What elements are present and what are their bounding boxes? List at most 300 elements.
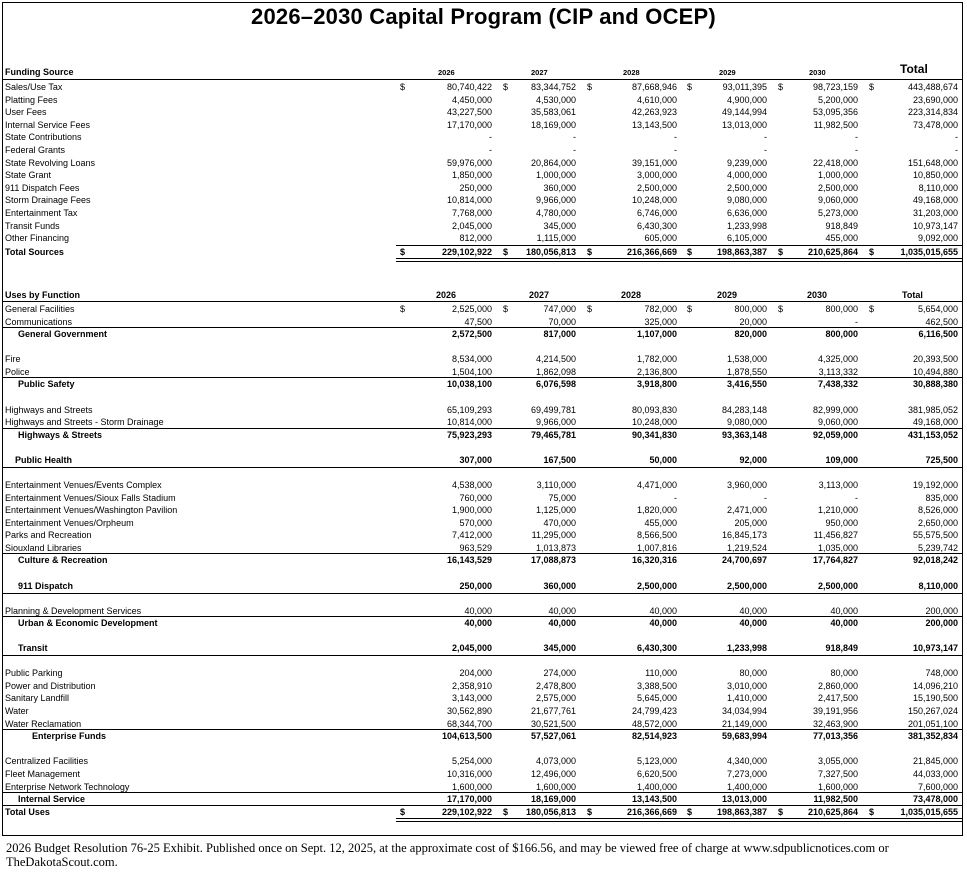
row-label: Entertainment Venues/Orpheum bbox=[5, 518, 134, 528]
table-row bbox=[0, 768, 967, 780]
subtotal-row bbox=[0, 429, 967, 441]
amount-cell: 201,051,100 bbox=[907, 719, 958, 729]
row-label: Sanitary Landfill bbox=[5, 693, 70, 703]
amount-cell: 93,011,395 bbox=[722, 82, 767, 92]
amount-cell: 274,000 bbox=[543, 668, 576, 678]
row-label: Enterprise Funds bbox=[32, 731, 107, 741]
amount-cell: 381,985,052 bbox=[907, 405, 958, 415]
amount-cell: 325,000 bbox=[644, 317, 677, 327]
amount-cell: 2,417,500 bbox=[817, 693, 858, 703]
amount-cell: 7,600,000 bbox=[917, 782, 958, 792]
amount-cell: 80,000 bbox=[739, 668, 767, 678]
currency-symbol: $ bbox=[687, 304, 693, 314]
amount-cell: 40,000 bbox=[830, 606, 858, 616]
table-row bbox=[0, 106, 967, 118]
subtotal-row bbox=[0, 378, 967, 390]
column-header-year: 2030 bbox=[807, 290, 828, 300]
amount-cell: 2,478,800 bbox=[535, 681, 576, 691]
amount-cell: 150,267,024 bbox=[907, 706, 958, 716]
amount-cell: 47,500 bbox=[464, 317, 492, 327]
amount-cell: 18,169,000 bbox=[530, 794, 576, 804]
currency-symbol: $ bbox=[400, 304, 406, 314]
amount-cell: 20,000 bbox=[739, 317, 767, 327]
table-row bbox=[0, 353, 967, 365]
column-header-year: 2029 bbox=[717, 290, 738, 300]
currency-symbol: $ bbox=[869, 247, 875, 257]
amount-cell: 963,529 bbox=[459, 543, 492, 553]
amount-cell: 180,056,813 bbox=[525, 807, 576, 817]
subtotal-row bbox=[0, 617, 967, 629]
amount-cell: 782,000 bbox=[644, 304, 677, 314]
amount-cell: 1,115,000 bbox=[536, 233, 576, 244]
amount-cell: 229,102,922 bbox=[441, 247, 492, 257]
amount-cell: 6,430,300 bbox=[636, 220, 677, 231]
amount-cell: 8,110,000 bbox=[918, 581, 958, 591]
amount-cell: 7,438,332 bbox=[817, 379, 858, 389]
amount-cell: 2,500,000 bbox=[726, 182, 767, 193]
amount-cell: 1,233,998 bbox=[726, 643, 767, 653]
amount-cell: - bbox=[573, 145, 576, 155]
amount-cell: 4,900,000 bbox=[726, 94, 767, 105]
table-row bbox=[0, 194, 967, 206]
amount-cell: 79,465,781 bbox=[530, 430, 576, 440]
amount-cell: 2,500,000 bbox=[636, 182, 677, 193]
amount-cell: 2,358,910 bbox=[451, 681, 492, 691]
amount-cell: 92,059,000 bbox=[812, 430, 858, 440]
amount-cell: 725,500 bbox=[925, 455, 958, 465]
amount-cell: 1,000,000 bbox=[535, 170, 576, 181]
amount-cell: 1,900,000 bbox=[451, 505, 492, 515]
amount-cell: 5,200,000 bbox=[817, 94, 858, 105]
amount-cell: 3,143,000 bbox=[451, 693, 492, 703]
row-label: General Facilities bbox=[5, 304, 75, 314]
amount-cell: 39,151,000 bbox=[631, 157, 677, 168]
table-row bbox=[0, 517, 967, 529]
amount-cell: 210,625,864 bbox=[807, 807, 858, 817]
amount-cell: 2,860,000 bbox=[817, 681, 858, 691]
amount-cell: 93,363,148 bbox=[721, 430, 767, 440]
amount-cell: 14,096,210 bbox=[912, 681, 958, 691]
amount-cell: 1,233,998 bbox=[726, 220, 767, 231]
amount-cell: 55,575,500 bbox=[912, 530, 958, 540]
amount-cell: 1,107,000 bbox=[636, 329, 677, 339]
row-label: Power and Distribution bbox=[5, 681, 96, 691]
amount-cell: - bbox=[855, 317, 858, 327]
row-label: Other Financing bbox=[5, 233, 70, 244]
amount-cell: 570,000 bbox=[459, 518, 492, 528]
amount-cell: 5,645,000 bbox=[636, 693, 677, 703]
row-label: Public Parking bbox=[5, 668, 63, 678]
amount-cell: 918,849 bbox=[825, 220, 858, 231]
row-label: Culture & Recreation bbox=[18, 555, 108, 565]
amount-cell: 2,500,000 bbox=[726, 581, 767, 591]
row-label: Platting Fees bbox=[5, 94, 58, 105]
amount-cell: 35,583,061 bbox=[530, 107, 576, 118]
amount-cell: 360,000 bbox=[543, 581, 576, 591]
amount-cell: 950,000 bbox=[825, 518, 858, 528]
amount-cell: 11,982,500 bbox=[813, 794, 858, 804]
amount-cell: 39,191,956 bbox=[812, 706, 858, 716]
amount-cell: 2,136,800 bbox=[636, 367, 677, 377]
row-label: Internal Service bbox=[18, 794, 86, 804]
currency-symbol: $ bbox=[778, 304, 784, 314]
amount-cell: 4,530,000 bbox=[535, 94, 576, 105]
amount-cell: 8,566,500 bbox=[636, 530, 677, 540]
amount-cell: 204,000 bbox=[459, 668, 492, 678]
amount-cell: 3,000,000 bbox=[636, 170, 677, 181]
amount-cell: 4,073,000 bbox=[535, 756, 576, 766]
amount-cell: 747,000 bbox=[543, 304, 576, 314]
subtotal-row bbox=[0, 454, 967, 466]
amount-cell: - bbox=[674, 145, 677, 155]
amount-cell: 11,295,000 bbox=[531, 530, 576, 540]
amount-cell: 3,388,500 bbox=[636, 681, 677, 691]
table-row bbox=[0, 169, 967, 181]
amount-cell: 20,393,500 bbox=[912, 354, 958, 364]
amount-cell: 167,500 bbox=[543, 455, 576, 465]
amount-cell: 760,000 bbox=[459, 493, 492, 503]
amount-cell: 10,814,000 bbox=[446, 195, 492, 206]
amount-cell: 40,000 bbox=[649, 606, 677, 616]
amount-cell: 40,000 bbox=[739, 618, 767, 628]
amount-cell: 19,192,000 bbox=[912, 480, 958, 490]
amount-cell: 4,214,500 bbox=[535, 354, 576, 364]
amount-cell: 69,499,781 bbox=[530, 405, 576, 415]
amount-cell: 24,799,423 bbox=[631, 706, 677, 716]
amount-cell: 1,400,000 bbox=[636, 782, 677, 792]
column-header-year: 2028 bbox=[621, 290, 642, 300]
amount-cell: 40,000 bbox=[464, 618, 492, 628]
amount-cell: 11,982,500 bbox=[813, 119, 858, 130]
row-label: Internal Service Fees bbox=[5, 119, 91, 130]
amount-cell: 345,000 bbox=[543, 220, 576, 231]
currency-symbol: $ bbox=[503, 304, 509, 314]
amount-cell: 1,013,873 bbox=[535, 543, 576, 553]
amount-cell: 21,677,761 bbox=[530, 706, 576, 716]
amount-cell: 80,093,830 bbox=[631, 405, 677, 415]
amount-cell: 59,976,000 bbox=[446, 157, 492, 168]
row-label: Highways & Streets bbox=[18, 430, 103, 440]
currency-symbol: $ bbox=[687, 82, 693, 92]
amount-cell: 10,316,000 bbox=[446, 769, 492, 779]
row-label: User Fees bbox=[5, 107, 47, 118]
amount-cell: 13,013,000 bbox=[721, 794, 767, 804]
amount-cell: 2,525,000 bbox=[451, 304, 492, 314]
row-label: Entertainment Venues/Sioux Falls Stadium bbox=[5, 493, 176, 503]
amount-cell: 4,000,000 bbox=[726, 170, 767, 181]
amount-cell: - bbox=[855, 145, 858, 155]
amount-cell: 87,668,946 bbox=[631, 82, 677, 92]
table-header-row bbox=[0, 62, 967, 78]
amount-cell: 3,918,800 bbox=[636, 379, 677, 389]
amount-cell: 1,782,000 bbox=[636, 354, 677, 364]
row-label: Total Sources bbox=[5, 247, 64, 257]
subtotal-row bbox=[0, 554, 967, 566]
table-row bbox=[0, 667, 967, 679]
row-label: Parks and Recreation bbox=[5, 530, 92, 540]
amount-cell: 1,410,000 bbox=[726, 693, 767, 703]
total-sources-row bbox=[0, 246, 967, 258]
subtotal-row bbox=[0, 328, 967, 340]
row-label: Public Health bbox=[15, 455, 73, 465]
amount-cell: - bbox=[489, 132, 492, 143]
amount-cell: 4,471,000 bbox=[636, 480, 677, 490]
amount-cell: 5,654,000 bbox=[917, 304, 958, 314]
amount-cell: 800,000 bbox=[734, 304, 767, 314]
amount-cell: 6,620,500 bbox=[636, 769, 677, 779]
column-header-label: Uses by Function bbox=[5, 290, 81, 300]
row-label: Water bbox=[5, 706, 29, 716]
amount-cell: 16,845,173 bbox=[721, 530, 767, 540]
amount-cell: - bbox=[764, 145, 767, 155]
subtotal-row bbox=[0, 730, 967, 742]
amount-cell: 250,000 bbox=[459, 581, 492, 591]
amount-cell: 6,076,598 bbox=[535, 379, 576, 389]
amount-cell: 82,999,000 bbox=[812, 405, 858, 415]
amount-cell: 43,227,500 bbox=[446, 107, 492, 118]
amount-cell: 21,845,000 bbox=[912, 756, 958, 766]
amount-cell: 3,113,000 bbox=[818, 480, 858, 490]
row-label: 911 Dispatch bbox=[18, 581, 74, 591]
group-rule-line bbox=[3, 655, 962, 656]
column-header-year: 2030 bbox=[809, 68, 826, 77]
amount-cell: 151,648,000 bbox=[907, 157, 958, 168]
amount-cell: 6,746,000 bbox=[636, 208, 677, 218]
amount-cell: 2,650,000 bbox=[917, 518, 958, 528]
amount-cell: 2,471,000 bbox=[726, 505, 767, 515]
currency-symbol: $ bbox=[869, 304, 875, 314]
amount-cell: 7,273,000 bbox=[726, 769, 767, 779]
currency-symbol: $ bbox=[778, 82, 784, 92]
amount-cell: 10,973,147 bbox=[912, 220, 958, 231]
amount-cell: 40,000 bbox=[649, 618, 677, 628]
amount-cell: 1,820,000 bbox=[636, 505, 677, 515]
double-rule-line bbox=[396, 818, 962, 822]
amount-cell: 40,000 bbox=[739, 606, 767, 616]
amount-cell: 15,190,500 bbox=[912, 693, 958, 703]
amount-cell: 98,723,159 bbox=[812, 82, 858, 92]
table-row bbox=[0, 680, 967, 692]
amount-cell: 1,210,000 bbox=[817, 505, 858, 515]
amount-cell: 2,500,000 bbox=[636, 581, 677, 591]
amount-cell: - bbox=[955, 145, 958, 155]
amount-cell: 2,045,000 bbox=[451, 643, 492, 653]
amount-cell: 800,000 bbox=[825, 329, 858, 339]
row-label: Fire bbox=[5, 354, 21, 364]
amount-cell: 30,562,890 bbox=[446, 706, 492, 716]
amount-cell: 40,000 bbox=[830, 618, 858, 628]
column-header-total: Total bbox=[900, 62, 928, 76]
amount-cell: - bbox=[764, 132, 767, 143]
amount-cell: 9,080,000 bbox=[726, 195, 767, 206]
amount-cell: 9,060,000 bbox=[817, 195, 858, 206]
section-header-rule bbox=[3, 79, 962, 80]
amount-cell: 24,700,697 bbox=[721, 555, 767, 565]
amount-cell: 210,625,864 bbox=[807, 247, 858, 257]
table-row bbox=[0, 220, 967, 232]
currency-symbol: $ bbox=[587, 807, 593, 817]
amount-cell: 1,035,015,655 bbox=[900, 247, 958, 257]
amount-cell: 200,000 bbox=[925, 618, 958, 628]
currency-symbol: $ bbox=[503, 807, 509, 817]
amount-cell: 1,219,524 bbox=[726, 543, 767, 553]
row-label: State Grant bbox=[5, 170, 52, 181]
amount-cell: 1,035,000 bbox=[817, 543, 858, 553]
amount-cell: 345,000 bbox=[543, 643, 576, 653]
amount-cell: 92,000 bbox=[739, 455, 767, 465]
table-row bbox=[0, 94, 967, 106]
amount-cell: 381,352,834 bbox=[907, 731, 958, 741]
amount-cell: 200,000 bbox=[925, 606, 958, 616]
amount-cell: 1,504,100 bbox=[451, 367, 492, 377]
amount-cell: 73,478,000 bbox=[912, 794, 958, 804]
amount-cell: 2,572,500 bbox=[451, 329, 492, 339]
amount-cell: - bbox=[489, 145, 492, 155]
amount-cell: 16,320,316 bbox=[631, 555, 677, 565]
amount-cell: 1,035,015,655 bbox=[900, 807, 958, 817]
amount-cell: 250,000 bbox=[459, 182, 492, 193]
row-label: Transit bbox=[18, 643, 48, 653]
amount-cell: 4,325,000 bbox=[817, 354, 858, 364]
amount-cell: 6,430,300 bbox=[636, 643, 677, 653]
currency-symbol: $ bbox=[400, 82, 406, 92]
amount-cell: 216,366,669 bbox=[626, 247, 677, 257]
amount-cell: 53,095,356 bbox=[812, 107, 858, 118]
table-row bbox=[0, 705, 967, 717]
amount-cell: 30,888,380 bbox=[912, 379, 958, 389]
column-header-year: 2026 bbox=[438, 68, 455, 77]
amount-cell: 3,113,332 bbox=[818, 367, 858, 377]
amount-cell: 10,973,147 bbox=[912, 643, 958, 653]
amount-cell: 48,572,000 bbox=[631, 719, 677, 729]
amount-cell: 73,478,000 bbox=[912, 119, 958, 130]
row-label: Entertainment Venues/Washington Pavilion bbox=[5, 505, 178, 515]
group-rule-line bbox=[3, 467, 962, 468]
currency-symbol: $ bbox=[587, 304, 593, 314]
row-label: Federal Grants bbox=[5, 145, 66, 155]
amount-cell: 90,341,830 bbox=[631, 430, 677, 440]
currency-symbol: $ bbox=[587, 82, 593, 92]
amount-cell: 443,488,674 bbox=[907, 82, 958, 92]
amount-cell: 198,863,387 bbox=[716, 247, 767, 257]
row-label: State Revolving Loans bbox=[5, 157, 96, 168]
amount-cell: 7,327,500 bbox=[817, 769, 858, 779]
table-row bbox=[0, 207, 967, 219]
amount-cell: 431,153,052 bbox=[907, 430, 958, 440]
table-row bbox=[0, 492, 967, 504]
amount-cell: 40,000 bbox=[464, 606, 492, 616]
column-header-total: Total bbox=[902, 290, 923, 300]
amount-cell: 68,344,700 bbox=[446, 719, 492, 729]
table-row bbox=[0, 119, 967, 131]
amount-cell: 49,168,000 bbox=[912, 195, 958, 206]
table-row bbox=[0, 81, 967, 93]
amount-cell: 8,526,000 bbox=[917, 505, 958, 515]
amount-cell: 9,966,000 bbox=[535, 417, 576, 427]
amount-cell: 4,780,000 bbox=[535, 208, 576, 218]
amount-cell: 77,013,356 bbox=[812, 731, 858, 741]
amount-cell: 12,496,000 bbox=[530, 769, 576, 779]
amount-cell: 20,864,000 bbox=[530, 157, 576, 168]
row-label: Total Uses bbox=[5, 807, 50, 817]
row-label: Centralized Facilities bbox=[5, 756, 89, 766]
row-label: State Contributions bbox=[5, 132, 82, 143]
amount-cell: 82,514,923 bbox=[631, 731, 677, 741]
amount-cell: 44,033,000 bbox=[912, 769, 958, 779]
amount-cell: 198,863,387 bbox=[716, 807, 767, 817]
amount-cell: - bbox=[855, 493, 858, 503]
amount-cell: 10,248,000 bbox=[631, 417, 677, 427]
row-label: Enterprise Network Technology bbox=[5, 782, 130, 792]
amount-cell: 109,000 bbox=[825, 455, 858, 465]
currency-symbol: $ bbox=[687, 247, 693, 257]
amount-cell: 10,038,100 bbox=[446, 379, 492, 389]
table-row bbox=[0, 692, 967, 704]
row-label: 911 Dispatch Fees bbox=[5, 182, 80, 193]
amount-cell: 455,000 bbox=[644, 518, 677, 528]
amount-cell: 75,923,293 bbox=[446, 430, 492, 440]
amount-cell: 8,110,000 bbox=[918, 182, 958, 193]
group-rule-line bbox=[3, 593, 962, 594]
amount-cell: 1,538,000 bbox=[726, 354, 767, 364]
publication-notice: 2026 Budget Resolution 76-25 Exhibit. Published once on Sept. 12, 2025, at the approximate cost of $166.56, and may be viewed free of charge at www.sdpublicnotices.com or TheDakotaScout.com. bbox=[6, 841, 889, 869]
column-header-label: Funding Source bbox=[5, 67, 74, 77]
amount-cell: 17,170,000 bbox=[446, 794, 492, 804]
currency-symbol: $ bbox=[778, 247, 784, 257]
section-header-rule bbox=[3, 301, 962, 302]
amount-cell: 7,412,000 bbox=[451, 530, 492, 540]
currency-symbol: $ bbox=[400, 807, 406, 817]
table-row bbox=[0, 131, 967, 143]
amount-cell: 3,110,000 bbox=[536, 480, 576, 490]
amount-cell: - bbox=[955, 132, 958, 143]
amount-cell: - bbox=[674, 132, 677, 143]
amount-cell: 2,045,000 bbox=[451, 220, 492, 231]
column-header-year: 2027 bbox=[531, 68, 548, 77]
total-uses-row bbox=[0, 806, 967, 818]
row-label: Siouxland Libraries bbox=[5, 543, 82, 553]
amount-cell: 1,600,000 bbox=[535, 782, 576, 792]
amount-cell: 1,400,000 bbox=[726, 782, 767, 792]
amount-cell: 5,123,000 bbox=[636, 756, 677, 766]
amount-cell: 1,125,000 bbox=[535, 505, 576, 515]
amount-cell: 84,283,148 bbox=[721, 405, 767, 415]
table-row bbox=[0, 144, 967, 156]
amount-cell: 360,000 bbox=[543, 182, 576, 193]
amount-cell: 2,500,000 bbox=[817, 182, 858, 193]
amount-cell: 3,010,000 bbox=[726, 681, 767, 691]
amount-cell: 8,534,000 bbox=[451, 354, 492, 364]
table-row bbox=[0, 232, 967, 244]
amount-cell: 216,366,669 bbox=[626, 807, 677, 817]
amount-cell: 205,000 bbox=[734, 518, 767, 528]
amount-cell: 1,600,000 bbox=[817, 782, 858, 792]
table-row bbox=[0, 479, 967, 491]
row-label: Planning & Development Services bbox=[5, 606, 142, 616]
currency-symbol: $ bbox=[869, 82, 875, 92]
subtotal-row bbox=[0, 793, 967, 805]
amount-cell: 65,109,293 bbox=[446, 405, 492, 415]
amount-cell: 10,248,000 bbox=[631, 195, 677, 206]
amount-cell: 75,000 bbox=[548, 493, 576, 503]
table-row bbox=[0, 182, 967, 194]
amount-cell: 17,088,873 bbox=[530, 555, 576, 565]
row-label: General Government bbox=[18, 329, 108, 339]
amount-cell: 10,850,000 bbox=[912, 170, 958, 181]
table-row bbox=[0, 755, 967, 767]
amount-cell: 812,000 bbox=[459, 233, 492, 244]
amount-cell: 23,690,000 bbox=[912, 94, 958, 105]
